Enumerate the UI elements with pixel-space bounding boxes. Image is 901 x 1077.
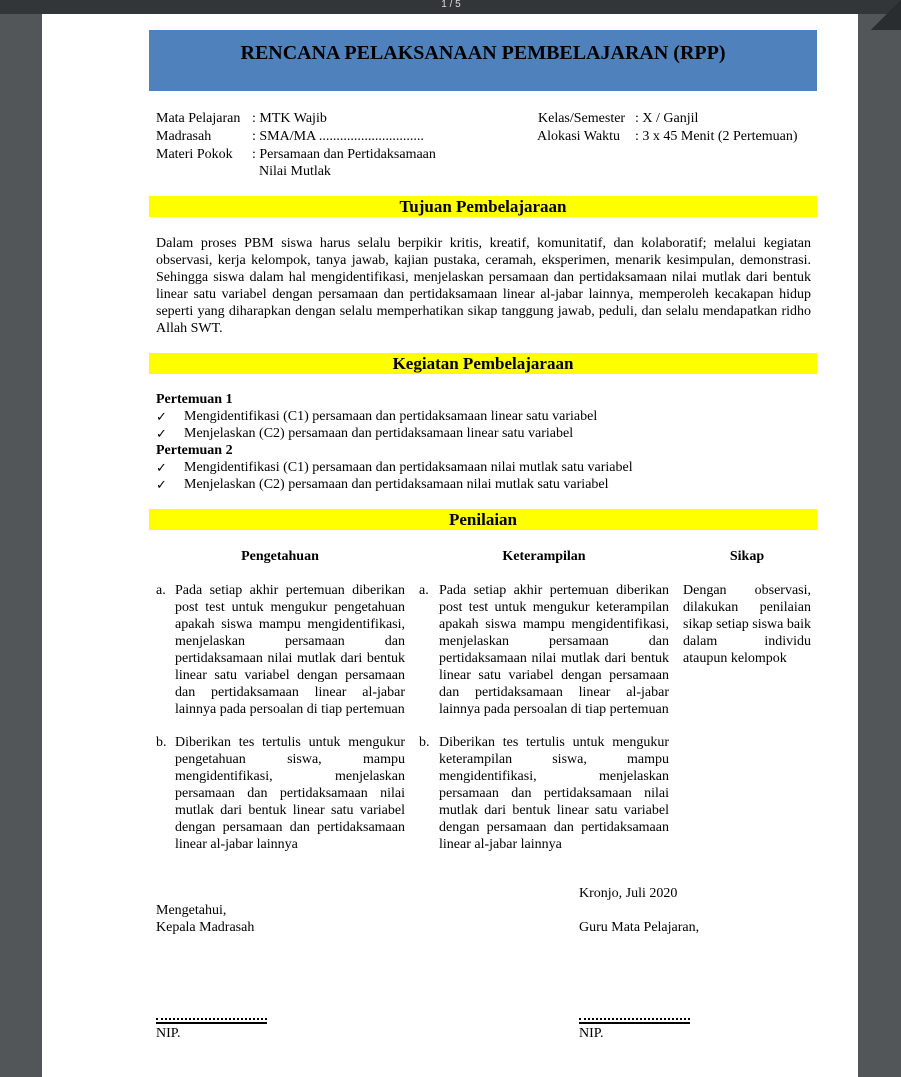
sikap-column-title: Sikap <box>729 549 765 564</box>
materi-label: Materi Pokok <box>156 147 233 162</box>
mapel-value: : MTK Wajib <box>252 111 327 126</box>
signature-line-right <box>579 1022 690 1024</box>
alokasi-value: : 3 x 45 Menit (2 Pertemuan) <box>635 129 798 144</box>
pengetahuan-item-b: Diberikan tes tertulis untuk mengukur pengetahuan siswa, mampu mengidentifikasi, menjelaskan persamaan dan pertidaksamaan nilai mutlak dari bentuk linear satu variabel dengan persamaan dan pertidaksamaan linear al-jabar lainnya <box>175 735 405 852</box>
madrasah-label: Madrasah <box>156 129 212 144</box>
keterampilan-item-b: Diberikan tes tertulis untuk mengukur keterampilan siswa, mampu mengidentifikasi, menjelaskan persamaan dan pertidaksamaan nilai mutlak dari bentuk linear satu variabel dengan persamaan dan pertidaksamaan linear al-jabar lainnya <box>439 735 669 852</box>
page-indicator: 1 / 5 <box>441 0 461 10</box>
list-marker-b: b. <box>419 735 430 750</box>
materi-value-line1: : Persamaan dan Pertidaksamaan <box>252 147 436 162</box>
nip-left: NIP. <box>156 1026 181 1041</box>
document-page <box>42 14 858 1077</box>
signature-dots-left <box>156 1018 267 1020</box>
penilaian-heading: Penilaian <box>149 509 817 530</box>
tujuan-paragraph: Dalam proses PBM siswa harus selalu berpikir kritis, kreatif, komunitatif, dan kolaboratif; melalui kegiatan observasi, kerja kelompok, tanya jawab, kajian pustaka, ceramah, eksperimen, menarik kesimpulan, demonstrasi. Sehingga siswa dalam hal mengidentifikasi, menjelaskan persamaan dan pertidaksamaan nilai mutlak dari bentuk linear satu variabel dengan persamaan dan pertidaksamaan linear al-jabar lainnya, memperoleh kecakapan hidup seperti yang diharapkan dengan selalu memperhatikan sikap tanggung jawab, peduli, dan selalu mendapatkan ridho Allah SWT. <box>156 236 811 336</box>
madrasah-value: : SMA/MA .............................. <box>252 129 424 144</box>
pertemuan2-title: Pertemuan 2 <box>156 443 233 458</box>
checkmark-icon: ✓ <box>156 409 167 424</box>
nip-right: NIP. <box>579 1026 604 1041</box>
tujuan-heading: Tujuan Pembelajaraan <box>149 196 817 217</box>
kelas-label: Kelas/Semester <box>538 111 626 126</box>
mengetahui-label: Mengetahui, <box>156 903 227 918</box>
materi-value-line2: Nilai Mutlak <box>259 164 331 179</box>
signature-line-left <box>156 1022 267 1024</box>
list-marker-a: a. <box>156 583 166 598</box>
pertemuan1-item: Mengidentifikasi (C1) persamaan dan pertidaksamaan linear satu variabel <box>184 409 598 424</box>
viewer-toolbar <box>0 0 901 14</box>
checkmark-icon: ✓ <box>156 477 167 492</box>
kegiatan-heading: Kegiatan Pembelajaraan <box>149 353 817 374</box>
alokasi-label: Alokasi Waktu <box>537 129 620 144</box>
checkmark-icon: ✓ <box>156 460 167 475</box>
list-marker-a: a. <box>419 583 429 598</box>
pertemuan1-title: Pertemuan 1 <box>156 392 233 407</box>
list-marker-b: b. <box>156 735 167 750</box>
pertemuan2-item: Menjelaskan (C2) persamaan dan pertidaksamaan nilai mutlak satu variabel <box>184 477 609 492</box>
pertemuan1-item: Menjelaskan (C2) persamaan dan pertidaksamaan linear satu variabel <box>184 426 574 441</box>
kelas-value: : X / Ganjil <box>635 111 699 126</box>
sikap-text: Dengan observasi, dilakukan penilaian sikap setiap siswa baik dalam individu ataupun kelompok <box>683 583 811 666</box>
keterampilan-item-a: Pada setiap akhir pertemuan diberikan post test untuk mengukur keterampilan apakah siswa mampu mengidentifikasi, menjelaskan persamaan dan pertidaksamaan nilai mutlak dari bentuk linear satu variabel dengan persamaan dan pertidaksamaan linear al-jabar lainnya pada persoalan di tiap pertemuan <box>439 583 669 717</box>
pengetahuan-item-a: Pada setiap akhir pertemuan diberikan post test untuk mengukur pengetahuan apakah siswa mampu mengidentifikasi, menjelaskan persamaan dan pertidaksamaan nilai mutlak dari bentuk linear satu variabel dengan persamaan dan pertidaksamaan linear al-jabar lainnya pada persoalan di tiap pertemuan <box>175 583 405 717</box>
pertemuan2-item: Mengidentifikasi (C1) persamaan dan pertidaksamaan nilai mutlak satu variabel <box>184 460 633 475</box>
guru-label: Guru Mata Pelajaran, <box>579 920 700 935</box>
kepala-madrasah-label: Kepala Madrasah <box>156 920 255 935</box>
signature-dots-right <box>579 1018 690 1020</box>
corner-shadow <box>871 0 901 30</box>
pengetahuan-column-title: Pengetahuan <box>241 549 319 564</box>
place-date: Kronjo, Juli 2020 <box>579 886 678 901</box>
checkmark-icon: ✓ <box>156 426 167 441</box>
document-title: RENCANA PELAKSANAAN PEMBELAJARAN (RPP) <box>240 42 726 64</box>
keterampilan-column-title: Keterampilan <box>502 549 586 564</box>
mapel-label: Mata Pelajaran <box>156 111 241 126</box>
